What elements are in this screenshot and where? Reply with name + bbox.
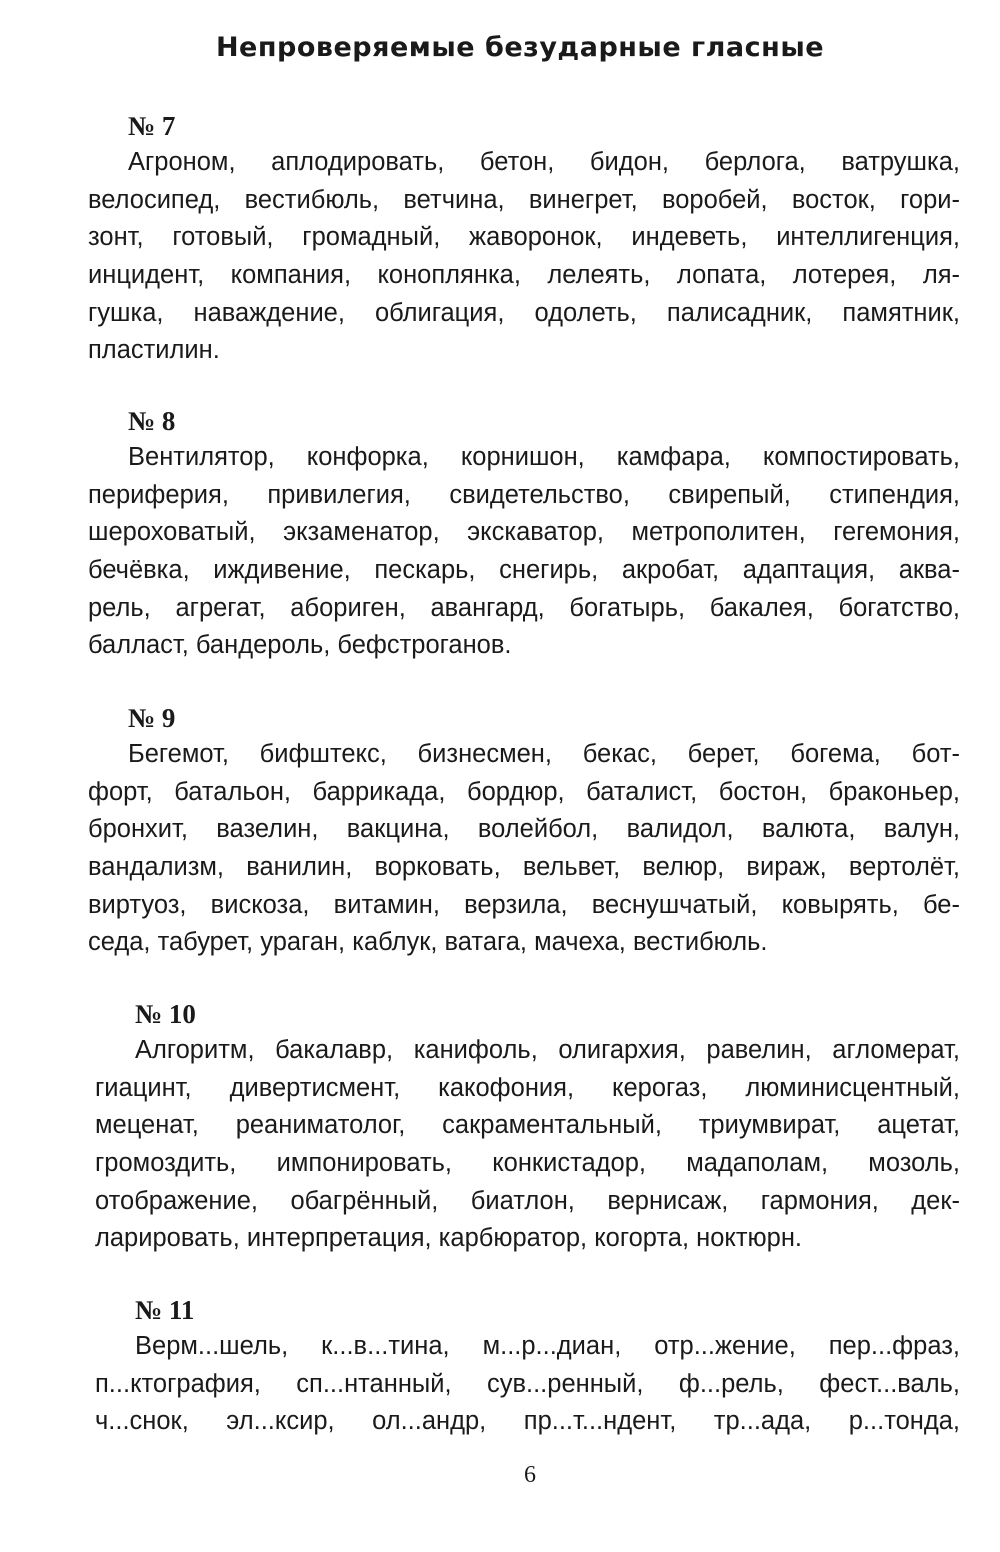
exercise-9: [88, 700, 960, 962]
text-line: балласт, бандероль, бефстроганов.: [88, 631, 512, 660]
text-line: периферия, привилегия, свидетельство, свирепый, стипендия,: [88, 480, 960, 509]
text-line: Верм...шель, к...в...тина, м...р...диан, отр...жение, пер...фраз,: [135, 1332, 960, 1360]
text-line: шероховатый, экзаменатор, экскаватор, метрополитен, гегемония,: [88, 518, 960, 547]
page-title: Непроверяемые безударные гласные: [215, 32, 825, 63]
exercise-number: № 10: [135, 999, 196, 1029]
text-line: рель, агрегат, абориген, авангард, богатырь, бакалея, богатство,: [88, 593, 960, 622]
text-line: громоздить, импонировать, конкистадор, мадаполам, мозоль,: [95, 1149, 960, 1178]
exercise-7: [88, 108, 960, 370]
exercise-number: № 11: [135, 1295, 195, 1325]
exercise-number: № 8: [128, 406, 176, 436]
text-line: вандализм, ванилин, ворковать, вельвет, велюр, вираж, вертолёт,: [88, 853, 960, 882]
exercise-8: [88, 403, 960, 665]
text-line: пластилин.: [88, 336, 220, 365]
text-line: бечёвка, иждивение, пескарь, снегирь, акробат, адаптация, аква-: [88, 556, 960, 585]
text-line: отображение, обагрённый, биатлон, вернисаж, гармония, дек-: [95, 1186, 960, 1215]
text-line: меценат, реаниматолог, сакраментальный, триумвират, ацетат,: [95, 1111, 960, 1140]
text-line: седа, табурет, ураган, каблук, ватага, мачеха, вестибюль.: [88, 928, 768, 957]
text-line: гушка, наваждение, облигация, одолеть, палисадник, памятник,: [88, 298, 960, 327]
text-line: Бегемот, бифштекс, бизнесмен, бекас, берет, богема, бот-: [128, 740, 960, 768]
exercise-10: [95, 996, 960, 1258]
text-line: Алгоритм, бакалавр, канифоль, олигархия, равелин, агломерат,: [135, 1036, 960, 1064]
exercise-number: № 7: [128, 111, 176, 141]
exercise-text: [88, 439, 960, 665]
text-line: Вентилятор, конфорка, корнишон, камфара, компостировать,: [128, 443, 960, 471]
text-line: гиацинт, дивертисмент, какофония, керогаз, люминисцентный,: [95, 1073, 960, 1102]
text-line: виртуоз, вискоза, витамин, верзила, веснушчатый, ковырять, бе-: [88, 890, 960, 919]
text-line: п...ктография, сп...нтанный, сув...ренный, ф...рель, фест...валь,: [95, 1369, 960, 1398]
text-line: бронхит, вазелин, вакцина, волейбол, валидол, валюта, валун,: [88, 815, 960, 844]
text-line: ларировать, интерпретация, карбюратор, когорта, ноктюрн.: [95, 1224, 802, 1253]
exercise-11: [95, 1292, 960, 1441]
text-line: велосипед, вестибюль, ветчина, винегрет, воробей, восток, гори-: [88, 185, 960, 214]
text-line: Агроном, аплодировать, бетон, бидон, берлога, ватрушка,: [128, 148, 960, 176]
exercise-text: [88, 736, 960, 962]
exercise-text: [95, 1328, 960, 1441]
text-line: зонт, готовый, громадный, жаворонок, индеветь, интеллигенция,: [88, 223, 960, 252]
exercise-text: [88, 144, 960, 370]
text-line: форт, батальон, баррикада, бордюр, баталист, бостон, браконьер,: [88, 777, 960, 806]
text-line: инцидент, компания, коноплянка, лелеять, лопата, лотерея, ля-: [88, 261, 960, 290]
page-number: 6: [524, 1462, 536, 1488]
exercise-number: № 9: [128, 703, 176, 733]
exercise-text: [95, 1032, 960, 1258]
text-line: ч...снок, эл...ксир, ол...андр, пр...т...ндент, тр...ада, р...тонда,: [95, 1407, 960, 1436]
